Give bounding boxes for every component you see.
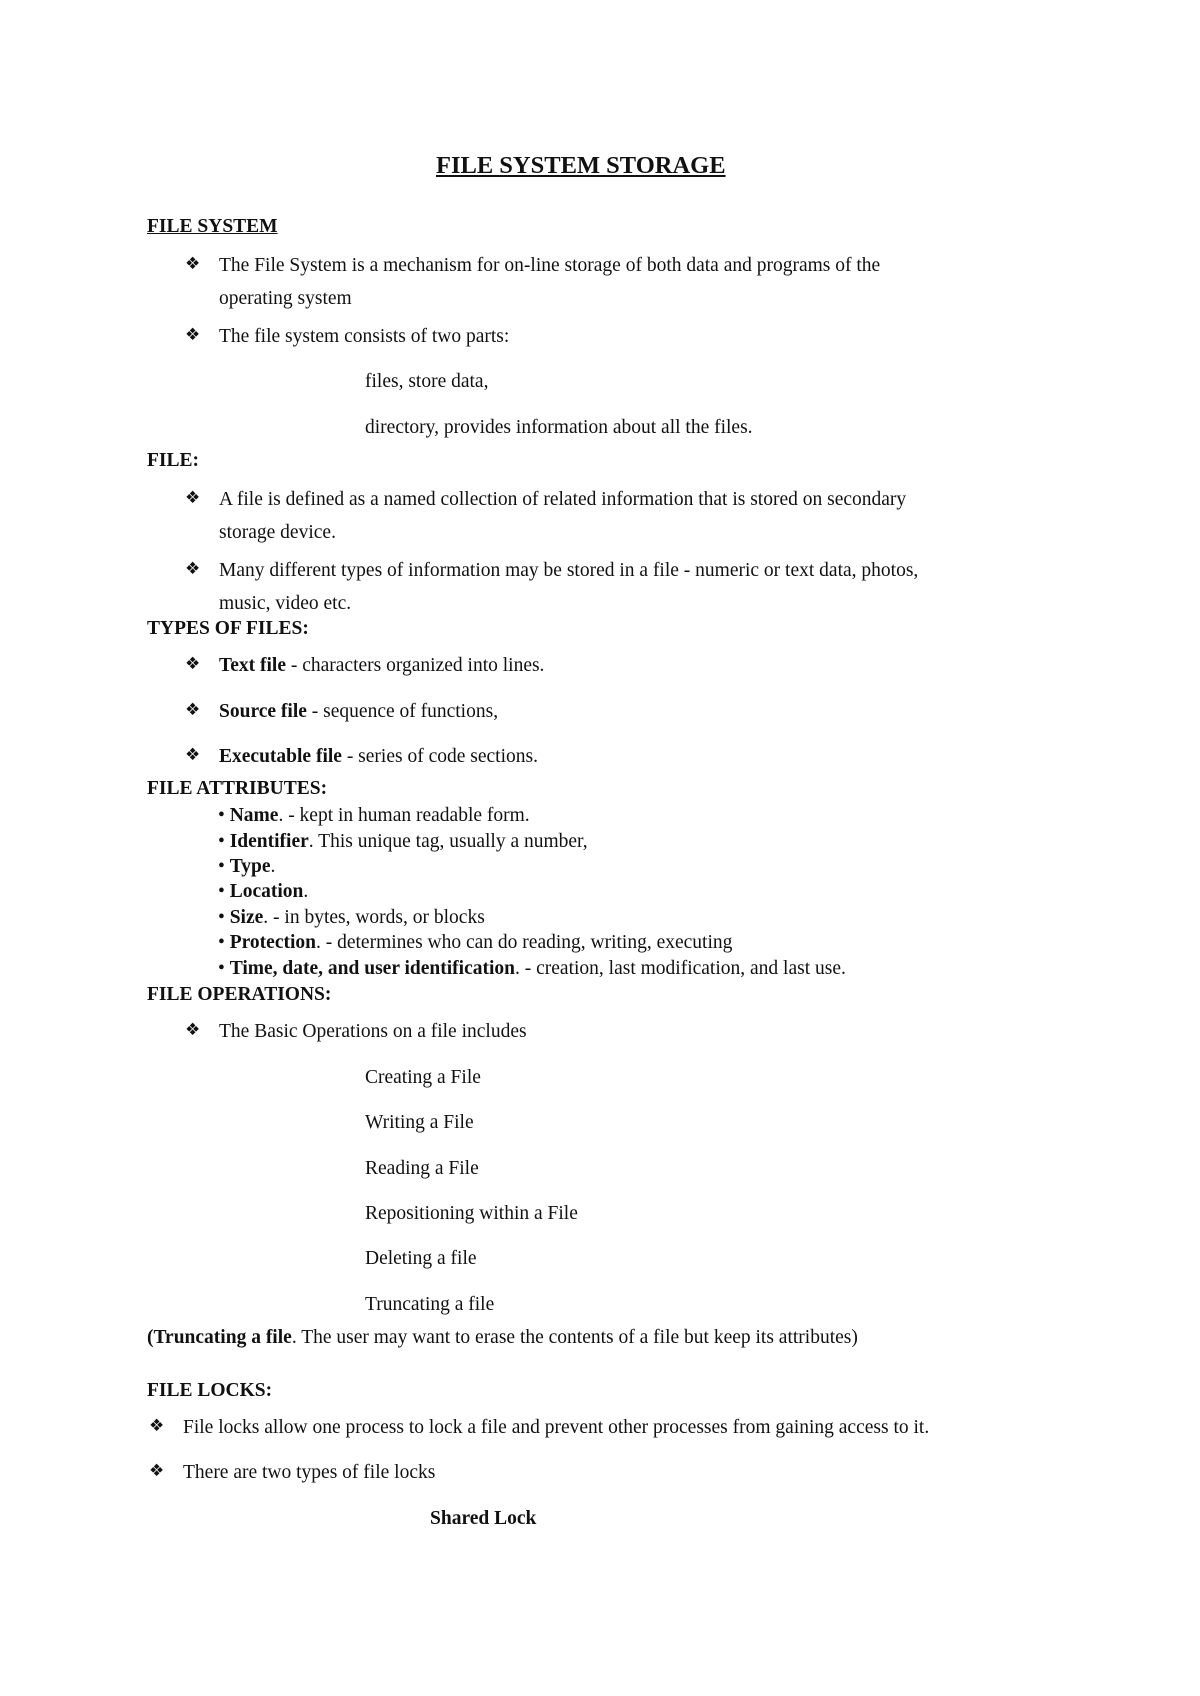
operation-item: Deleting a file bbox=[365, 1248, 477, 1269]
type-item-text-file: Text file - characters organized into lines. bbox=[219, 655, 545, 676]
operation-item: Truncating a file bbox=[365, 1294, 495, 1315]
truncating-note: (Truncating a file. The user may want to erase the contents of a file but keep its attributes) bbox=[147, 1327, 858, 1348]
bullet-diamond-icon: ❖ bbox=[185, 745, 201, 765]
attribute-name: • Name. - kept in human readable form. bbox=[218, 805, 530, 826]
locks-bullet-2: There are two types of file locks bbox=[183, 1462, 436, 1483]
type-item-source-file: Source file - sequence of functions, bbox=[219, 701, 499, 722]
attribute-identifier: • Identifier. This unique tag, usually a number, bbox=[218, 831, 588, 852]
file-system-bullet-2: The file system consists of two parts: bbox=[219, 326, 510, 347]
operations-bullet: The Basic Operations on a file includes bbox=[219, 1021, 527, 1042]
bullet-diamond-icon: ❖ bbox=[149, 1461, 165, 1481]
bullet-diamond-icon: ❖ bbox=[185, 325, 201, 345]
attribute-time-date-user: • Time, date, and user identification. - creation, last modification, and last use. bbox=[218, 958, 846, 979]
bullet-diamond-icon: ❖ bbox=[185, 700, 201, 720]
file-system-bullet-1-line-1: The File System is a mechanism for on-line storage of both data and programs of the bbox=[219, 255, 881, 276]
file-bullet-1-line-1: A file is defined as a named collection of related information that is stored on secondary bbox=[219, 489, 907, 510]
heading-types-of-files: TYPES OF FILES: bbox=[147, 618, 309, 639]
operation-item: Repositioning within a File bbox=[365, 1203, 578, 1224]
file-bullet-2-line-2: music, video etc. bbox=[219, 593, 352, 614]
operation-item: Creating a File bbox=[365, 1067, 481, 1088]
bullet-diamond-icon: ❖ bbox=[185, 1020, 201, 1040]
attribute-type: • Type. bbox=[218, 856, 276, 877]
attribute-size: • Size. - in bytes, words, or blocks bbox=[218, 907, 485, 928]
page-title: FILE SYSTEM STORAGE bbox=[436, 152, 726, 179]
operation-item: Reading a File bbox=[365, 1158, 479, 1179]
heading-file: FILE: bbox=[147, 450, 200, 471]
operation-item: Writing a File bbox=[365, 1112, 474, 1133]
type-item-executable-file: Executable file - series of code sections. bbox=[219, 746, 538, 767]
heading-file-system: FILE SYSTEM bbox=[147, 216, 278, 237]
bullet-diamond-icon: ❖ bbox=[185, 654, 201, 674]
heading-file-locks: FILE LOCKS: bbox=[147, 1380, 273, 1401]
bullet-diamond-icon: ❖ bbox=[185, 559, 201, 579]
file-bullet-2-line-1: Many different types of information may be stored in a file - numeric or text data, photos, bbox=[219, 560, 919, 581]
locks-bullet-1: File locks allow one process to lock a file and prevent other processes from gaining access to it. bbox=[183, 1417, 930, 1438]
file-system-bullet-1-line-2: operating system bbox=[219, 288, 352, 309]
bullet-diamond-icon: ❖ bbox=[149, 1416, 165, 1436]
heading-file-operations: FILE OPERATIONS: bbox=[147, 984, 332, 1005]
attribute-protection: • Protection. - determines who can do reading, writing, executing bbox=[218, 932, 733, 953]
file-system-part-1: files, store data, bbox=[365, 371, 489, 392]
bullet-diamond-icon: ❖ bbox=[185, 254, 201, 274]
file-bullet-1-line-2: storage device. bbox=[219, 522, 336, 543]
heading-file-attributes: FILE ATTRIBUTES: bbox=[147, 778, 328, 799]
bullet-diamond-icon: ❖ bbox=[185, 488, 201, 508]
attribute-location: • Location. bbox=[218, 881, 309, 902]
lock-type-shared: Shared Lock bbox=[430, 1508, 537, 1529]
file-system-part-2: directory, provides information about all the files. bbox=[365, 417, 753, 438]
